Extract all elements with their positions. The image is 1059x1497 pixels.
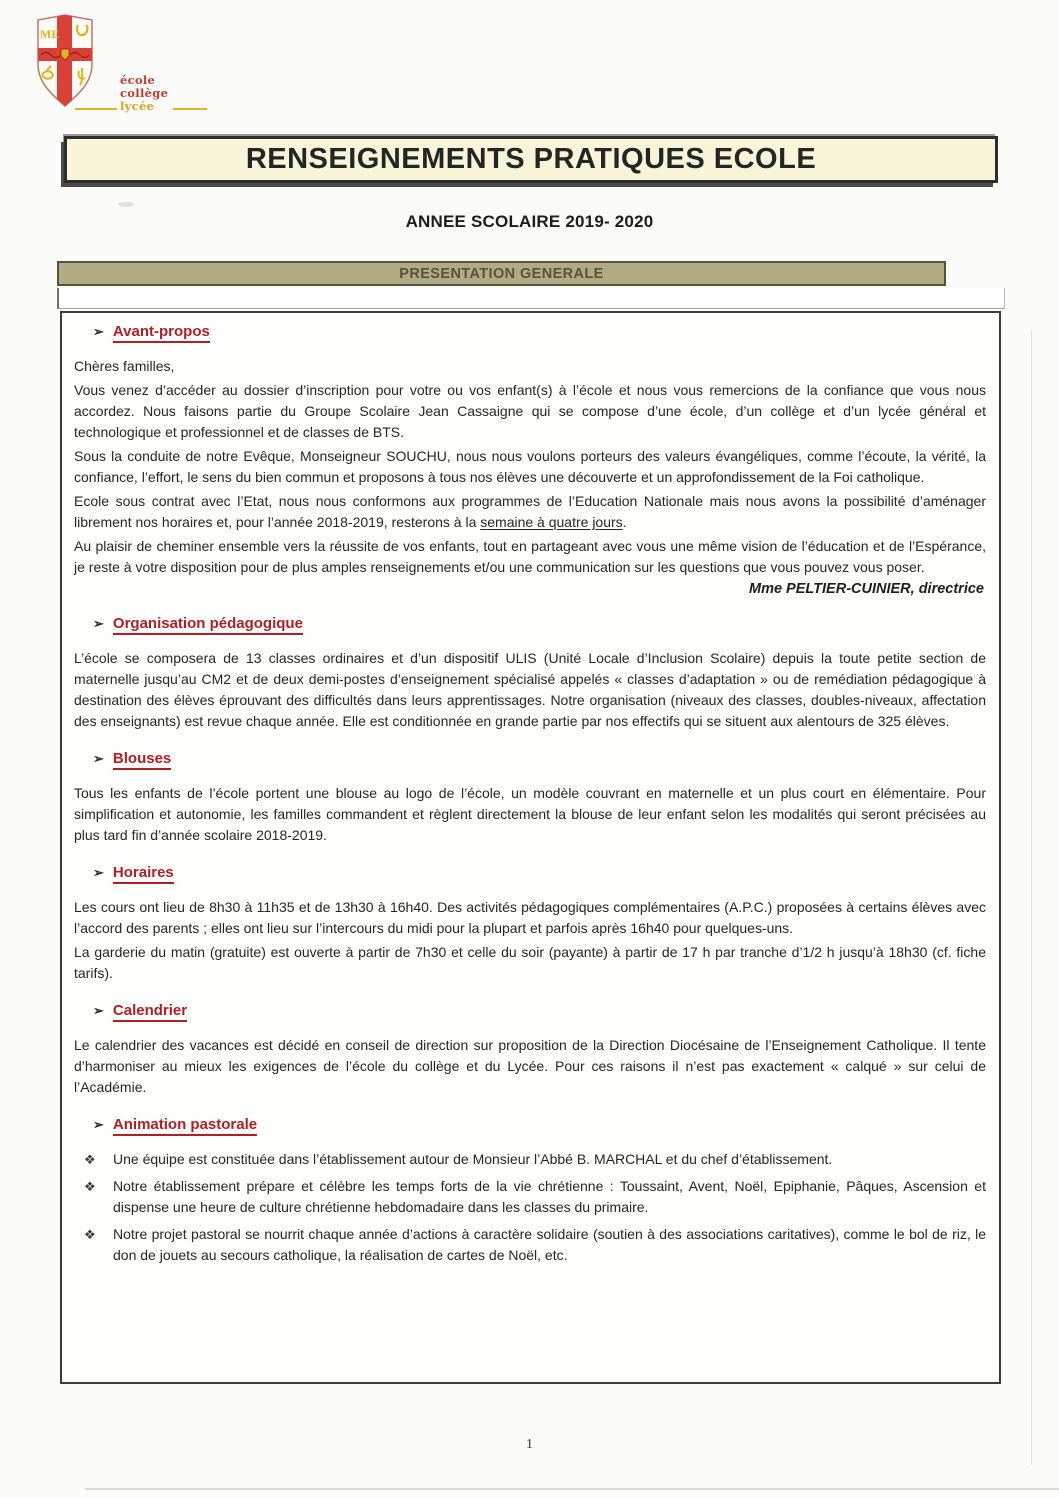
salutation: Chères familles,: [74, 358, 175, 374]
pastorale-bullet-list: [74, 1149, 986, 1266]
spacer-box: [57, 288, 1005, 309]
paragraph-organisation: L’école se composera de 13 classes ordinaires et d’un dispositif ULIS (Unité Locale d’Inclusion Scolaire) depuis la toute petite section de maternelle jusqu’au CM2 et de deux demi-postes d’enseignement spécialisé appelés « classes d’adaptation » ou de remédiation pédagogique à destination des élèves éprouvant des difficultés dans leurs apprentissages. Notre organisation (niveaux des classes, doubles-niveaux, affectation des enseignants) est revue chaque année. Elle est conditionnée en grande partie par nos effectifs qui se situent aux alentours de 325 élèves.: [74, 650, 986, 729]
section-heading-animation-pastorale: [93, 1114, 986, 1135]
section-heading-blouses: [93, 748, 986, 769]
list-item: [74, 1149, 986, 1170]
svg-text:ME: ME: [40, 27, 60, 41]
logo-wordmark: [120, 74, 168, 113]
bullet-text: Notre projet pastoral se nourrit chaque année d’actions à caractère solidaire (soutien à des associations caritatives), comme le bol de riz, le don de jouets au secours catholique, la réalisation de cartes de Noël, etc.: [113, 1226, 986, 1263]
section-heading-organisation-pedagogique: [93, 613, 986, 634]
heading-text: Organisation pédagogique: [113, 615, 303, 635]
section-heading-avant-propos: [93, 321, 986, 342]
heading-text: Blouses: [113, 750, 171, 770]
scan-artifact-line: [85, 1488, 1059, 1490]
paragraph-horaires-1: Les cours ont lieu de 8h30 à 11h35 et de 13h30 à 16h40. Des activités pédagogiques complémentaires (A.P.C.) proposées à certains élèves avec l’accord des parents ; elles ont lieu sur l’intercours du midi pour la plupart et parfois après 16h40 pour quelques-uns.: [74, 899, 986, 936]
paragraph-avant-propos-3: [74, 491, 986, 533]
section-heading-horaires: [93, 862, 986, 883]
school-crest-icon: [33, 12, 97, 108]
logo-text-ecole: école: [120, 73, 156, 87]
bullet-text: Une équipe est constituée dans l’établissement autour de Monsieur l’Abbé B. MARCHAL et du chef d’établissement.: [113, 1151, 833, 1167]
paragraph-avant-propos-1: Vous venez d’accéder au dossier d’inscription pour votre ou vos enfant(s) à l’école et nous vous remercions de la confiance que vous nous accordez. Nous faisons partie du Groupe Scolaire Jean Cassaigne qui se compose d’une école, d’un collège et d’un lycée général et technologique et professionnel et de classes de BTS.: [74, 382, 986, 440]
heading-text: Horaires: [113, 864, 174, 884]
heading-text: Avant-propos: [113, 323, 210, 343]
arrow-bullet-icon: ➢: [93, 751, 104, 766]
page-number: 1: [526, 1437, 533, 1452]
heading-text: Animation pastorale: [113, 1116, 257, 1136]
logo-dash-left: [75, 108, 117, 110]
section-heading-calendrier: [93, 1000, 986, 1021]
school-year-subtitle: ANNEE SCOLAIRE 2019- 2020: [405, 212, 654, 231]
paragraph-blouses: Tous les enfants de l’école portent une blouse au logo de l’école, un modèle couvrant en maternelle et un plus court en élémentaire. Pour simplification et autonomie, les familles commandent et règlent directement la blouse de leur enfant selon les modalités qui seront précisées au plus tard fin d’année scolaire 2018-2019.: [74, 785, 986, 843]
arrow-bullet-icon: ➢: [93, 1003, 104, 1018]
logo-dash-right: [173, 108, 207, 110]
diamond-bullet-icon: ❖: [84, 1227, 96, 1242]
arrow-bullet-icon: ➢: [93, 616, 104, 631]
paragraph-avant-propos-4: Au plaisir de cheminer ensemble vers la réussite de vos enfants, tout en partageant avec vous une même vision de l’éducation et de l’Espérance, je reste à votre disposition pour de plus amples renseignements et/ou une communication sur les questions que vous pouvez vous poser.: [74, 538, 986, 575]
underlined-phrase: semaine à quatre jours: [480, 514, 623, 530]
signature-directrice: Mme PELTIER-CUINIER, directrice: [748, 581, 984, 597]
list-item: [74, 1176, 986, 1218]
logo-text-college: collège: [120, 86, 169, 100]
diamond-bullet-icon: ❖: [84, 1152, 96, 1167]
bullet-text: Notre établissement prépare et célèbre les temps forts de la vie chrétienne : Toussaint, Avent, Noël, Epiphanie, Pâques, Ascension et dispense une heure de culture chrétienne hebdomadaire dans les classes du primaire.: [113, 1178, 986, 1215]
paragraph-horaires-2: La garderie du matin (gratuite) est ouverte à partir de 7h30 et celle du soir (payante) à partir de 17 h par tranche d’1/2 h jusqu’à 18h30 (cf. fiche tarifs).: [74, 944, 986, 981]
heading-text: Calendrier: [113, 1002, 187, 1022]
logo-text-lycee: lycée: [120, 99, 155, 113]
arrow-bullet-icon: ➢: [93, 865, 104, 880]
scan-artifact-line: [1031, 330, 1032, 1465]
paragraph-avant-propos-2: Sous la conduite de notre Evêque, Monseigneur SOUCHU, nous nous voulons porteurs des valeurs évangéliques, comme l’écoute, la vérité, la confiance, l’effort, le sens du bien commun et proposons à tous nos élèves une découverte et un approfondissement de la Foi catholique.: [74, 448, 986, 485]
content-box: [60, 311, 1001, 1384]
diamond-bullet-icon: ❖: [84, 1179, 96, 1194]
arrow-bullet-icon: ➢: [93, 324, 104, 339]
school-logo: [33, 12, 223, 122]
scan-artifact-smudge: [118, 202, 134, 207]
paragraph-calendrier: Le calendrier des vacances est décidé en conseil de direction sur proposition de la Direction Diocésaine de l’Enseignement Catholique. Il tente d’harmoniser au mieux les exigences de l’école du collège et du Lycée. Pour ces raisons il n’est pas exactement « calqué » sur celui de l’Académie.: [74, 1037, 986, 1095]
section-banner-presentation-generale: PRESENTATION GENERALE: [57, 261, 946, 286]
paragraph-segment: .: [622, 514, 627, 530]
paragraph-segment: Ecole sous contrat avec l’Etat, nous nous conformons aux programmes de l’Education Nationale mais nous avons la possibilité d’aménager librement nos horaires et, pour l’année 2018-2019, resterons à la: [74, 493, 986, 530]
list-item: [74, 1224, 986, 1266]
document-title: RENSEIGNEMENTS PRATIQUES ECOLE: [64, 136, 998, 183]
arrow-bullet-icon: ➢: [93, 1117, 104, 1132]
